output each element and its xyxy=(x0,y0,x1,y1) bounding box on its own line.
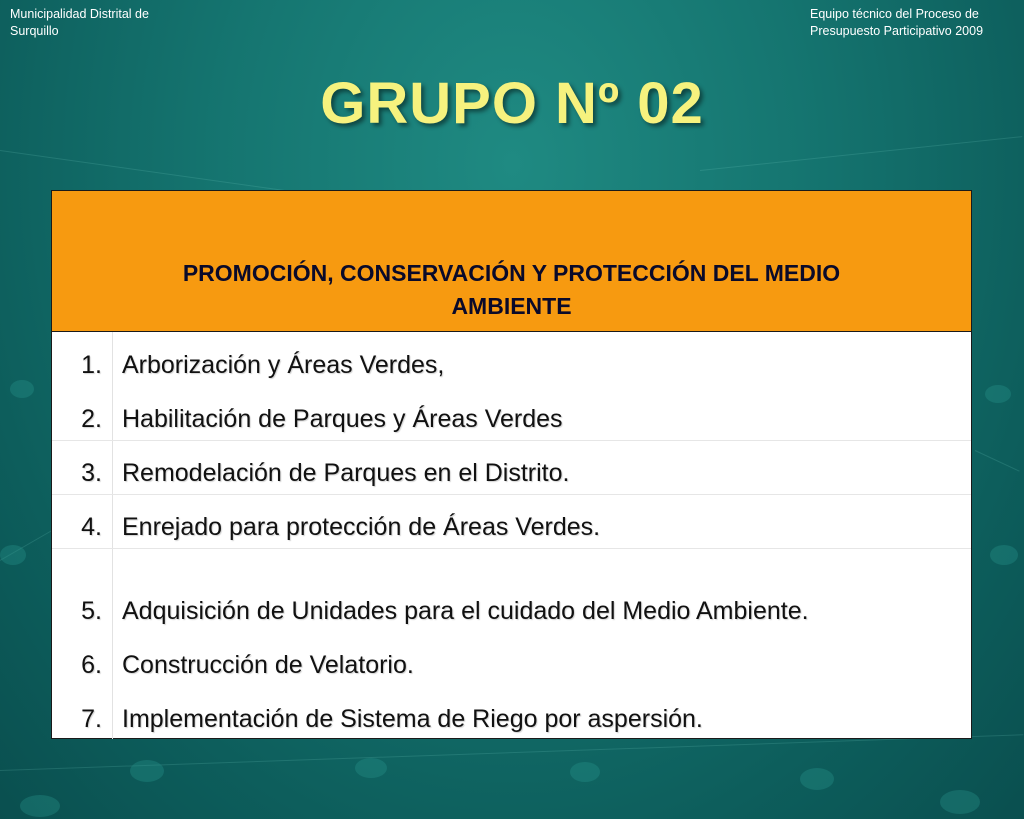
item-number: 3. xyxy=(81,459,102,487)
table-heading-line2: AMBIENTE xyxy=(451,293,572,319)
slide-title: GRUPO Nº 02 xyxy=(320,71,704,136)
item-text: Enrejado para protección de Áreas Verdes. xyxy=(122,513,601,541)
item-text: Arborización y Áreas Verdes, xyxy=(122,351,445,379)
list-item xyxy=(52,651,971,685)
item-number: 1. xyxy=(81,351,102,379)
item-number: 5. xyxy=(81,597,102,625)
bg-dot xyxy=(800,768,834,790)
list-item xyxy=(52,351,971,385)
bg-dot xyxy=(130,760,164,782)
item-text: Adquisición de Unidades para el cuidado del Medio Ambiente. xyxy=(122,597,809,625)
list-item xyxy=(52,597,971,631)
bg-dot xyxy=(940,790,980,814)
bg-dot xyxy=(985,385,1011,403)
bg-dot xyxy=(10,380,34,398)
table-heading xyxy=(72,257,951,323)
item-number: 2. xyxy=(81,405,102,433)
table-body xyxy=(52,332,971,739)
row-divider xyxy=(52,494,971,495)
header-team-line1: Equipo técnico del Proceso de xyxy=(810,7,979,21)
item-text: Construcción de Velatorio. xyxy=(122,651,414,679)
bg-dot xyxy=(0,545,26,565)
item-text: Implementación de Sistema de Riego por aspersión. xyxy=(122,705,703,733)
bg-line xyxy=(700,136,1022,171)
table-header xyxy=(52,191,971,332)
list-item xyxy=(52,705,971,739)
header-organization xyxy=(10,6,210,40)
bg-dot xyxy=(570,762,600,782)
list-item xyxy=(52,513,971,547)
list-item xyxy=(52,459,971,493)
item-text: Habilitación de Parques y Áreas Verdes xyxy=(122,405,563,433)
bg-line xyxy=(975,450,1020,472)
item-text: Remodelación de Parques en el Distrito. xyxy=(122,459,570,487)
header-organization-line1: Municipalidad Distrital de xyxy=(10,7,149,21)
list-item xyxy=(52,405,971,439)
bg-line xyxy=(0,150,317,196)
row-divider xyxy=(52,440,971,441)
bg-dot xyxy=(20,795,60,817)
item-number: 6. xyxy=(81,651,102,679)
projects-table xyxy=(51,190,972,739)
bg-dot xyxy=(355,758,387,778)
header-organization-line2: Surquillo xyxy=(10,24,59,38)
item-number: 7. xyxy=(81,705,102,733)
table-heading-line1: PROMOCIÓN, CONSERVACIÓN Y PROTECCIÓN DEL MEDIO xyxy=(182,260,841,286)
bg-dot xyxy=(990,545,1018,565)
item-number: 4. xyxy=(81,513,102,541)
header-team-line2: Presupuesto Participativo 2009 xyxy=(810,24,984,38)
row-divider xyxy=(52,548,971,549)
header-team xyxy=(810,6,1010,40)
